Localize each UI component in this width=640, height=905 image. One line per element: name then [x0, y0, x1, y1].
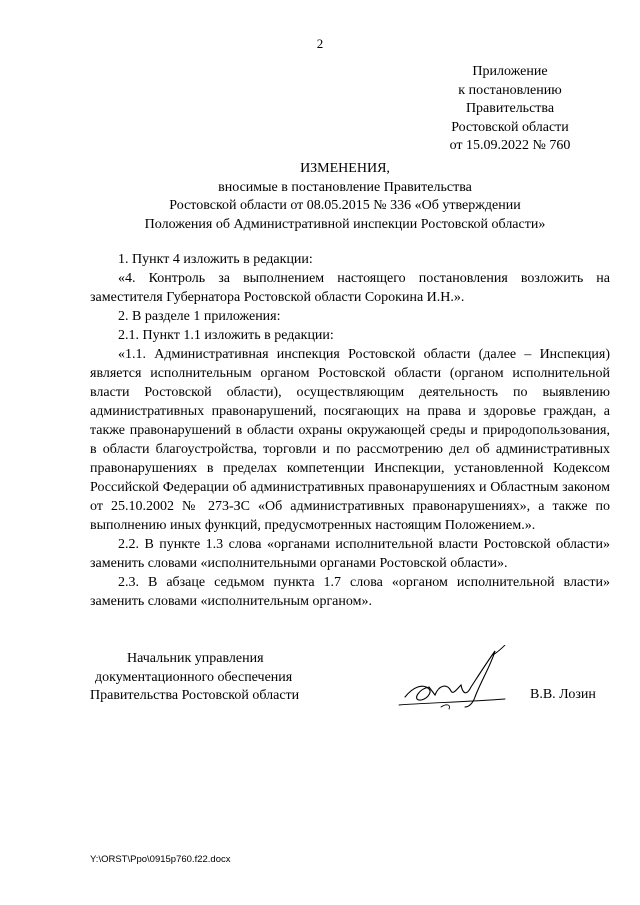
body-paragraph: 1. Пункт 4 изложить в редакции:	[118, 252, 313, 267]
body-paragraph: 2.1. Пункт 1.1 изложить в редакции:	[118, 328, 334, 343]
title-subtitle-line: Ростовской области от 08.05.2015 № 336 «Об утверждении	[169, 198, 521, 213]
signer-title-line: Правительства Ростовской области	[90, 688, 300, 703]
appendix-line: Приложение	[472, 64, 548, 79]
file-path: Y:\ORST\Ppo\0915p760.f22.docx	[90, 854, 231, 865]
body-paragraph: «1.1. Административная инспекция Ростовской области (далее – Инспекция) является исполнительным органом Ростовской области (органом исполнительной власти Ростовской области), осуществляющим деятельность по выявлению административных правонарушений, посягающих на права и здоровье граждан, а также правонарушений в области охраны окружающей среды и природопользования, в области благоустройства, торговли и по рассмотрению дел об административных правонарушениях в пределах компетенции Инспекции, установленной Кодексом Российской Федерации об административных правонарушениях и Областным законом от 25.10.2002 № 273-ЗС «Об административных правонарушениях», а также по выполнению иных функций, предусмотренных настоящим Положением.».	[90, 347, 610, 533]
appendix-line: Правительства	[465, 101, 555, 116]
appendix-line: к постановлению	[458, 82, 562, 98]
body-paragraph: 2.2. В пункте 1.3 слова «органами исполнительной власти Ростовской области» заменить словами «исполнительными органами Ростовской области».	[90, 537, 610, 571]
page-number: 2	[316, 36, 324, 51]
signer-title	[90, 650, 350, 706]
appendix-header	[430, 63, 590, 156]
title-heading: ИЗМЕНЕНИЯ,	[300, 161, 390, 176]
appendix-line: от 15.09.2022 № 760	[449, 138, 571, 153]
signer-name: В.В. Лозин	[530, 687, 596, 702]
appendix-line: Ростовской области	[451, 119, 569, 135]
document-body	[90, 250, 610, 611]
signer-title-line: документационного обеспечения	[95, 669, 293, 685]
title-subtitle-line: Положения об Административной инспекции Ростовской области»	[144, 216, 546, 232]
handwritten-signature	[395, 645, 515, 720]
body-paragraph: 2. В разделе 1 приложения:	[118, 309, 281, 324]
title-subtitle-line: вносимые в постановление Правительства	[218, 179, 472, 195]
signer-title-line: Начальник управления	[127, 651, 264, 666]
body-paragraph: 2.3. В абзаце седьмом пункта 1.7 слова «органом исполнительной власти» заменить словами «исполнительным органом».	[90, 575, 610, 609]
body-paragraph: «4. Контроль за выполнением настоящего постановления возложить на заместителя Губернатора Ростовской области Сорокина И.Н.».	[90, 271, 610, 305]
document-title	[90, 160, 600, 234]
